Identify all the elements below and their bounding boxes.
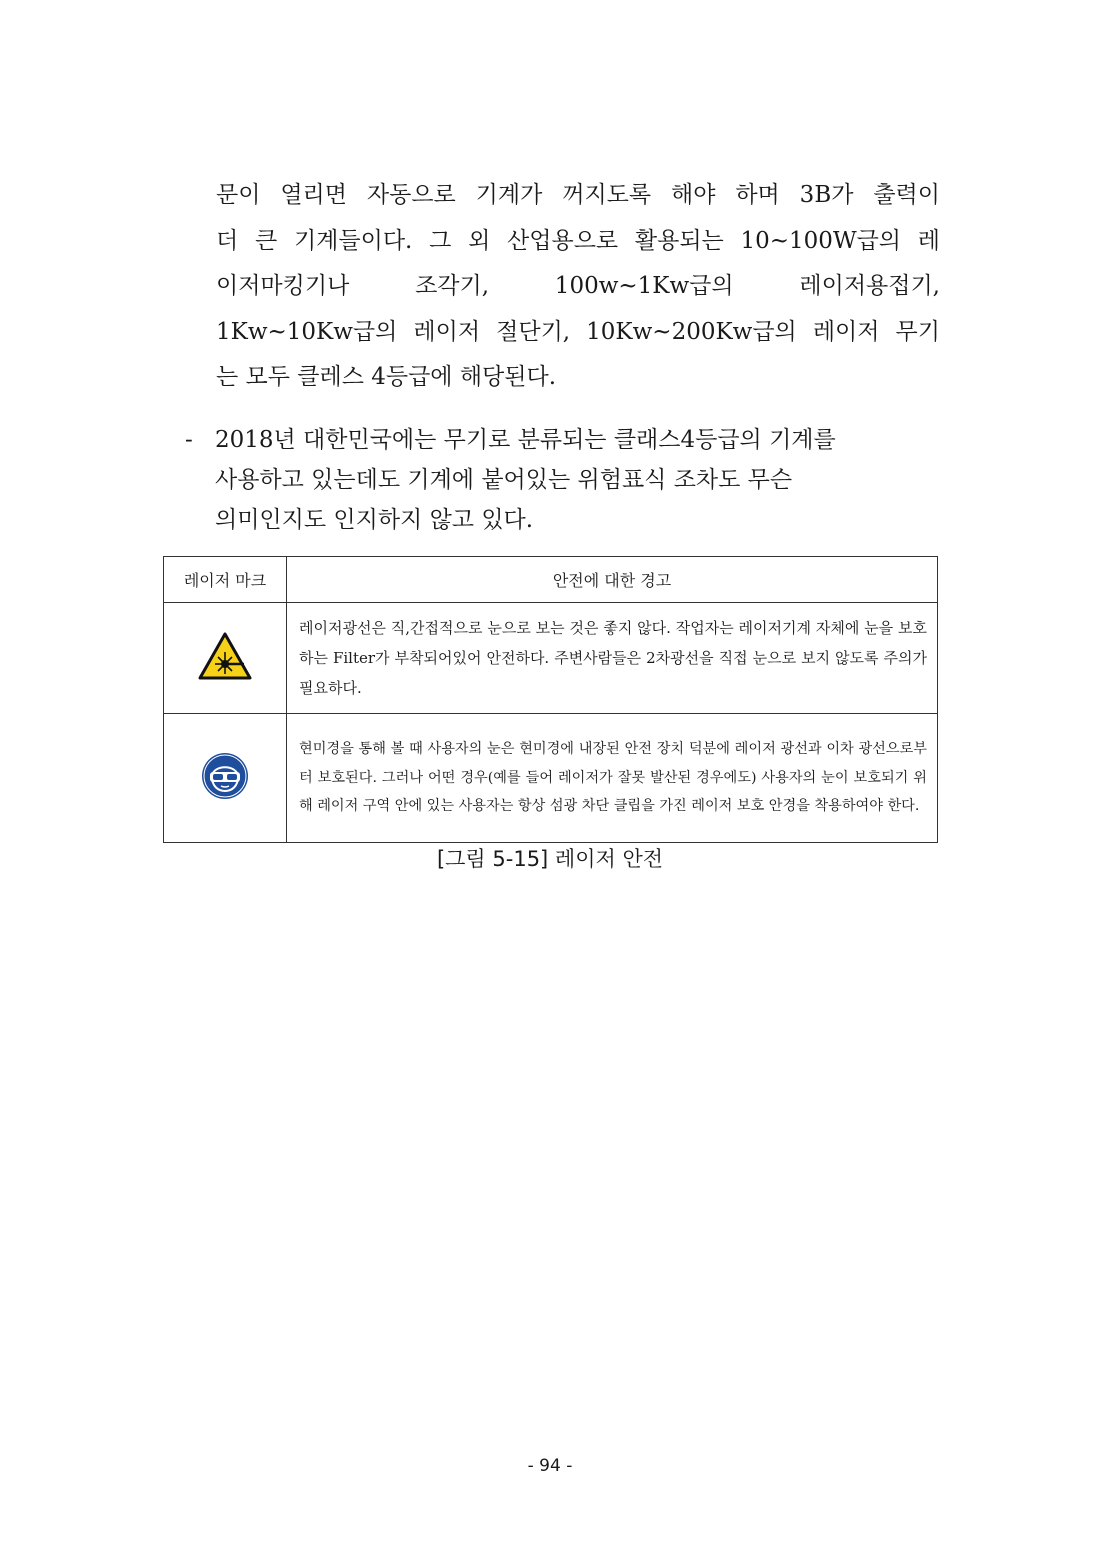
- icon-cell: [164, 603, 287, 714]
- header-laser-mark: 레이저 마크: [164, 557, 287, 603]
- table-row: [164, 603, 938, 714]
- paragraph-continued: [216, 173, 940, 401]
- text-line: 문이 열리면 자동으로 기계가 꺼지도록 해야 하며 3B가 출력이: [216, 182, 940, 208]
- text-line: 이저마킹기나 조각기, 100w~1Kw급의 레이저용접기,: [216, 273, 940, 300]
- icon-cell: [164, 714, 287, 843]
- bullet-line: 의미인지도 인지하지 않고 있다.: [215, 507, 534, 533]
- warning-text: 레이저광선은 직,간접적으로 눈으로 보는 것은 좋지 않다. 작업자는 레이저기계 자체에 눈을 보호하는 Filter가 부착되어있어 안전하다. 주변사람들은 2차광선을 직접 눈으로 보지 않도록 주의가 필요하다.: [287, 603, 938, 714]
- safety-goggles-icon: [200, 751, 250, 801]
- warning-text: 현미경을 통해 볼 때 사용자의 눈은 현미경에 내장된 안전 장치 덕분에 레이저 광선과 이차 광선으로부터 보호된다. 그러나 어떤 경우(예를 들어 레이저가 잘못 발산된 경우에도) 사용자의 눈이 보호되기 위해 레이저 구역 안에 있는 사용자는 항상 섬광 차단 클립을 가진 레이저 보호 안경을 착용하여야 한다.: [287, 714, 938, 843]
- text-line: 는 모두 클레스 4등급에 해당된다.: [216, 364, 557, 391]
- text-line: 1Kw~10Kw급의 레이저 절단기, 10Kw~200Kw급의 레이저 무기: [216, 318, 940, 345]
- bullet-dash: -: [185, 427, 193, 453]
- bullet-line: 2018년 대한민국에는 무기로 분류되는 클래스4등급의 기계를: [215, 427, 836, 453]
- header-safety-warning: 안전에 대한 경고: [287, 557, 938, 603]
- laser-warning-icon: [197, 631, 253, 681]
- figure-caption: [그림 5-15] 레이저 안전: [436, 847, 664, 871]
- bullet-line: 사용하고 있는데도 기계에 붙어있는 위험표식 조차도 무슨: [215, 467, 793, 493]
- laser-safety-table: [163, 556, 938, 843]
- table-header-row: [164, 557, 938, 603]
- page-number: - 94 -: [527, 1456, 573, 1476]
- table-row: [164, 714, 938, 843]
- text-line: 더 큰 기계들이다. 그 외 산업용으로 활용되는 10~100W급의 레: [216, 227, 940, 254]
- bullet-item: [185, 420, 905, 540]
